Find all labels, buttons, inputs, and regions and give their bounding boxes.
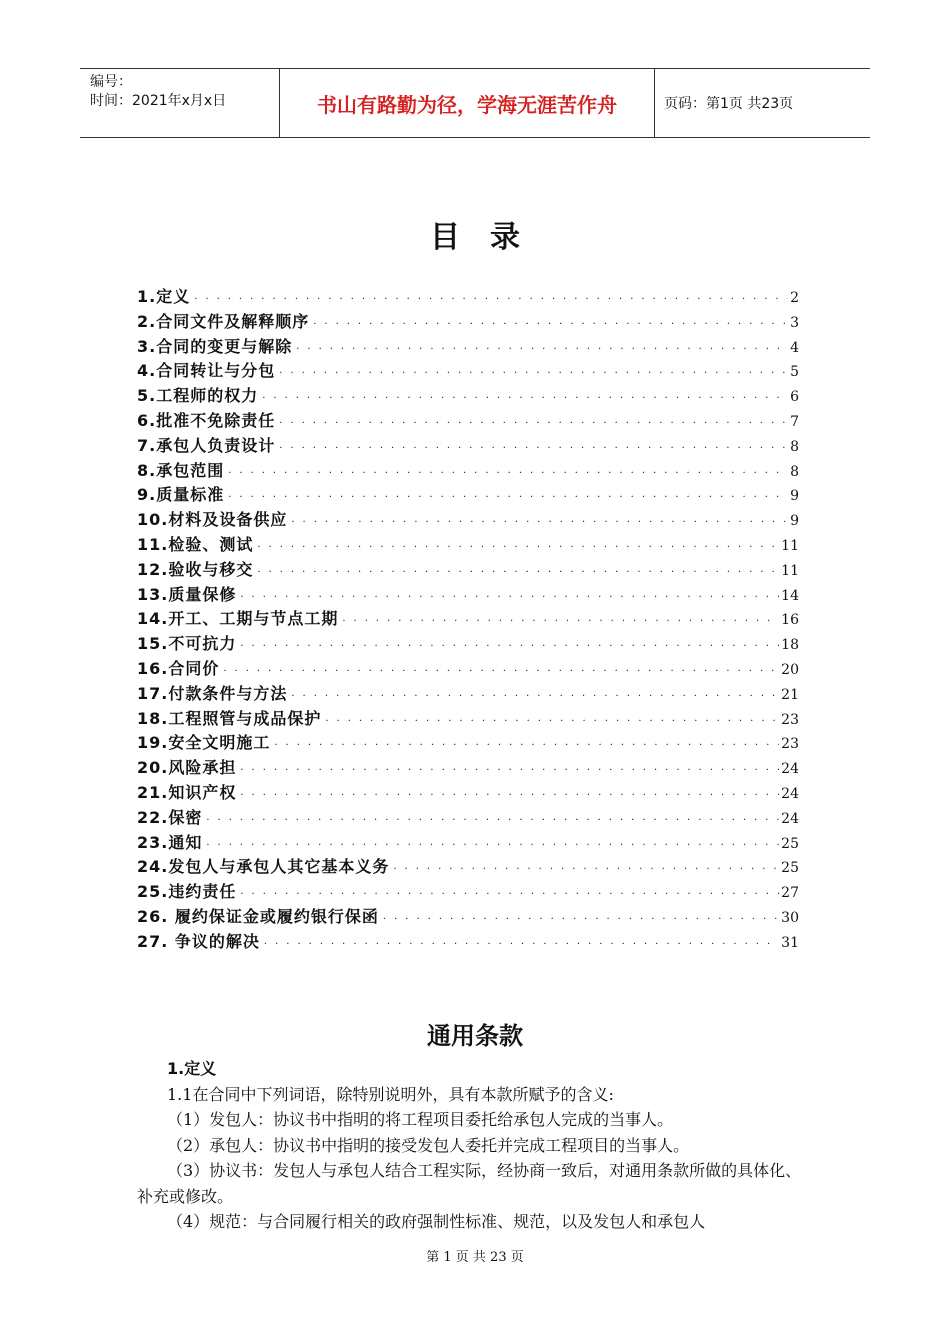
toc-leader-dots [275, 418, 788, 429]
toc-entry-label: 8.承包范围 [137, 460, 225, 480]
toc-leader-dots [236, 790, 779, 801]
toc-leader-dots [379, 914, 779, 925]
toc-entry-page: 23 [781, 711, 799, 728]
toc-entry-page: 14 [781, 587, 799, 604]
toc-entry-page: 9 [790, 513, 799, 530]
toc-entry[interactable] [137, 433, 799, 458]
toc-entry-label: 1.定义 [137, 287, 191, 306]
toc-entry-label: 19.安全文明施工 [137, 733, 271, 753]
toc-entry-page: 8 [790, 438, 799, 455]
toc-leader-dots [236, 592, 779, 603]
toc-entry[interactable] [137, 854, 799, 879]
toc-title: 目录 [430, 220, 550, 255]
toc-entry-page: 11 [781, 537, 799, 554]
toc-entry[interactable] [137, 284, 799, 309]
toc-entry[interactable] [137, 879, 799, 904]
toc-entry[interactable] [137, 681, 799, 706]
header-motto: 书山有路勤为径，学海无涯苦作舟 [280, 69, 655, 137]
toc-entry-label: 25.违约责任 [137, 882, 237, 902]
toc-entry-page: 5 [790, 364, 799, 381]
paragraph: （2）承包人：协议书中指明的接受发包人委托并完成工程项目的当事人。 [167, 1135, 690, 1155]
toc-entry-page: 16 [781, 612, 799, 629]
toc-entry-page: 4 [790, 339, 799, 356]
toc-entry[interactable] [137, 631, 799, 656]
toc-entry-page: 6 [790, 389, 799, 406]
toc-entry[interactable] [137, 582, 799, 607]
toc-leader-dots [338, 616, 779, 627]
toc-entry[interactable] [137, 309, 799, 334]
toc-leader-dots [275, 368, 788, 379]
toc-entry-page: 24 [781, 785, 799, 802]
number-label: 编号： [90, 74, 132, 90]
toc-leader-dots [258, 393, 788, 404]
toc-entry[interactable] [137, 929, 799, 954]
toc-entry-page: 31 [781, 934, 799, 951]
toc-leader-dots [287, 691, 779, 702]
toc-entry-page: 18 [781, 637, 799, 654]
page-footer: 第 1 页 共 23 页 [426, 1250, 524, 1265]
toc-entry[interactable] [137, 805, 799, 830]
toc-entry[interactable] [137, 358, 799, 383]
toc-entry-page: 25 [781, 835, 799, 852]
toc-leader-dots [253, 567, 779, 578]
toc-entry[interactable] [137, 656, 799, 681]
toc-entry-label: 4.合同转让与分包 [137, 361, 276, 381]
time-label: 时间：2021年x月x日 [90, 93, 227, 109]
toc-leader-dots [202, 840, 779, 851]
toc-entry-label: 3.合同的变更与解除 [137, 336, 293, 356]
toc-leader-dots [321, 716, 779, 727]
toc-entry[interactable] [137, 408, 799, 433]
toc-leader-dots [202, 815, 779, 826]
toc-entry[interactable] [137, 482, 799, 507]
toc-entry[interactable] [137, 507, 799, 532]
toc-entry[interactable] [137, 383, 799, 408]
toc-leader-dots [253, 542, 779, 553]
toc-entry-label: 6.批准不免除责任 [137, 410, 276, 430]
toc-entry-page: 20 [781, 661, 799, 678]
toc-entry-page: 7 [790, 413, 799, 430]
section-heading: 1.定义 [167, 1059, 217, 1078]
toc-entry-label: 13.质量保修 [137, 584, 237, 604]
toc-entry-label: 16.合同价 [137, 658, 220, 678]
toc-entry-page: 24 [781, 761, 799, 778]
table-of-contents [137, 284, 799, 954]
header-meta-cell [80, 69, 280, 137]
toc-entry[interactable] [137, 755, 799, 780]
toc-entry-label: 27. 争议的解决 [137, 931, 260, 951]
toc-leader-dots [224, 492, 788, 503]
toc-leader-dots [224, 468, 788, 479]
toc-entry-page: 8 [790, 463, 799, 480]
paragraph: （1）发包人：协议书中指明的将工程项目委托给承包人完成的当事人。 [167, 1110, 674, 1129]
paragraph: 1.1在合同中下列词语，除特别说明外，具有本款所赋予的含义: [167, 1084, 614, 1104]
toc-entry[interactable] [137, 557, 799, 582]
toc-entry[interactable] [137, 458, 799, 483]
toc-entry-label: 21.知识产权 [137, 782, 237, 802]
toc-entry[interactable] [137, 830, 799, 855]
toc-leader-dots [190, 294, 788, 305]
toc-entry[interactable] [137, 334, 799, 359]
toc-entry-page: 23 [781, 736, 799, 753]
toc-leader-dots [287, 517, 788, 528]
toc-entry[interactable] [137, 532, 799, 557]
toc-entry[interactable] [137, 780, 799, 805]
toc-entry[interactable] [137, 904, 799, 929]
toc-entry-label: 14.开工、工期与节点工期 [137, 609, 339, 629]
toc-entry[interactable] [137, 606, 799, 631]
section-body [137, 1056, 817, 1235]
toc-entry-label: 23.通知 [137, 832, 203, 852]
toc-leader-dots [260, 939, 779, 950]
header-table [80, 68, 870, 138]
toc-entry-page: 11 [781, 562, 799, 579]
toc-leader-dots [219, 666, 779, 677]
toc-leader-dots [292, 344, 788, 355]
toc-entry-label: 7.承包人负责设计 [137, 435, 276, 455]
toc-entry-page: 24 [781, 810, 799, 827]
toc-entry-label: 12.验收与移交 [137, 559, 254, 579]
toc-entry-label: 2.合同文件及解释顺序 [137, 311, 310, 331]
paragraph: （4）规范：与合同履行相关的政府强制性标准、规范，以及发包人和承包人 [167, 1212, 706, 1231]
toc-entry-label: 11.检验、测试 [137, 534, 254, 554]
toc-entry-page: 21 [781, 686, 799, 703]
toc-entry[interactable] [137, 706, 799, 731]
toc-entry-label: 24.发包人与承包人其它基本义务 [137, 857, 390, 877]
toc-entry-label: 9.质量标准 [137, 485, 225, 505]
toc-entry-label: 17.付款条件与方法 [137, 683, 288, 703]
toc-entry-page: 3 [790, 314, 799, 331]
toc-entry[interactable] [137, 730, 799, 755]
toc-entry-page: 2 [790, 290, 799, 306]
toc-entry-page: 9 [790, 488, 799, 505]
toc-entry-label: 5.工程师的权力 [137, 386, 259, 406]
toc-leader-dots [275, 443, 788, 454]
toc-leader-dots [270, 740, 779, 751]
toc-entry-label: 18.工程照管与成品保护 [137, 708, 322, 728]
toc-entry-label: 10.材料及设备供应 [137, 510, 288, 530]
toc-entry-label: 15.不可抗力 [137, 634, 237, 654]
toc-leader-dots [236, 765, 779, 776]
toc-leader-dots [309, 319, 788, 330]
toc-entry-label: 22.保密 [137, 807, 203, 827]
toc-leader-dots [236, 889, 779, 900]
section-title: 通用条款 [427, 1022, 523, 1050]
toc-entry-label: 26. 履约保证金或履约银行保函 [137, 906, 379, 926]
toc-entry-label: 20.风险承担 [137, 758, 237, 778]
toc-entry-page: 27 [781, 885, 799, 902]
toc-entry-page: 25 [781, 860, 799, 877]
toc-entry-page: 30 [781, 909, 799, 926]
header-page-info: 页码：第1页 共23页 [664, 96, 794, 112]
toc-leader-dots [236, 641, 779, 652]
paragraph: （3）协议书：发包人与承包人结合工程实际，经协商一致后，对通用条款所做的具体化、补充或修改。 [137, 1161, 802, 1206]
toc-leader-dots [389, 864, 779, 875]
